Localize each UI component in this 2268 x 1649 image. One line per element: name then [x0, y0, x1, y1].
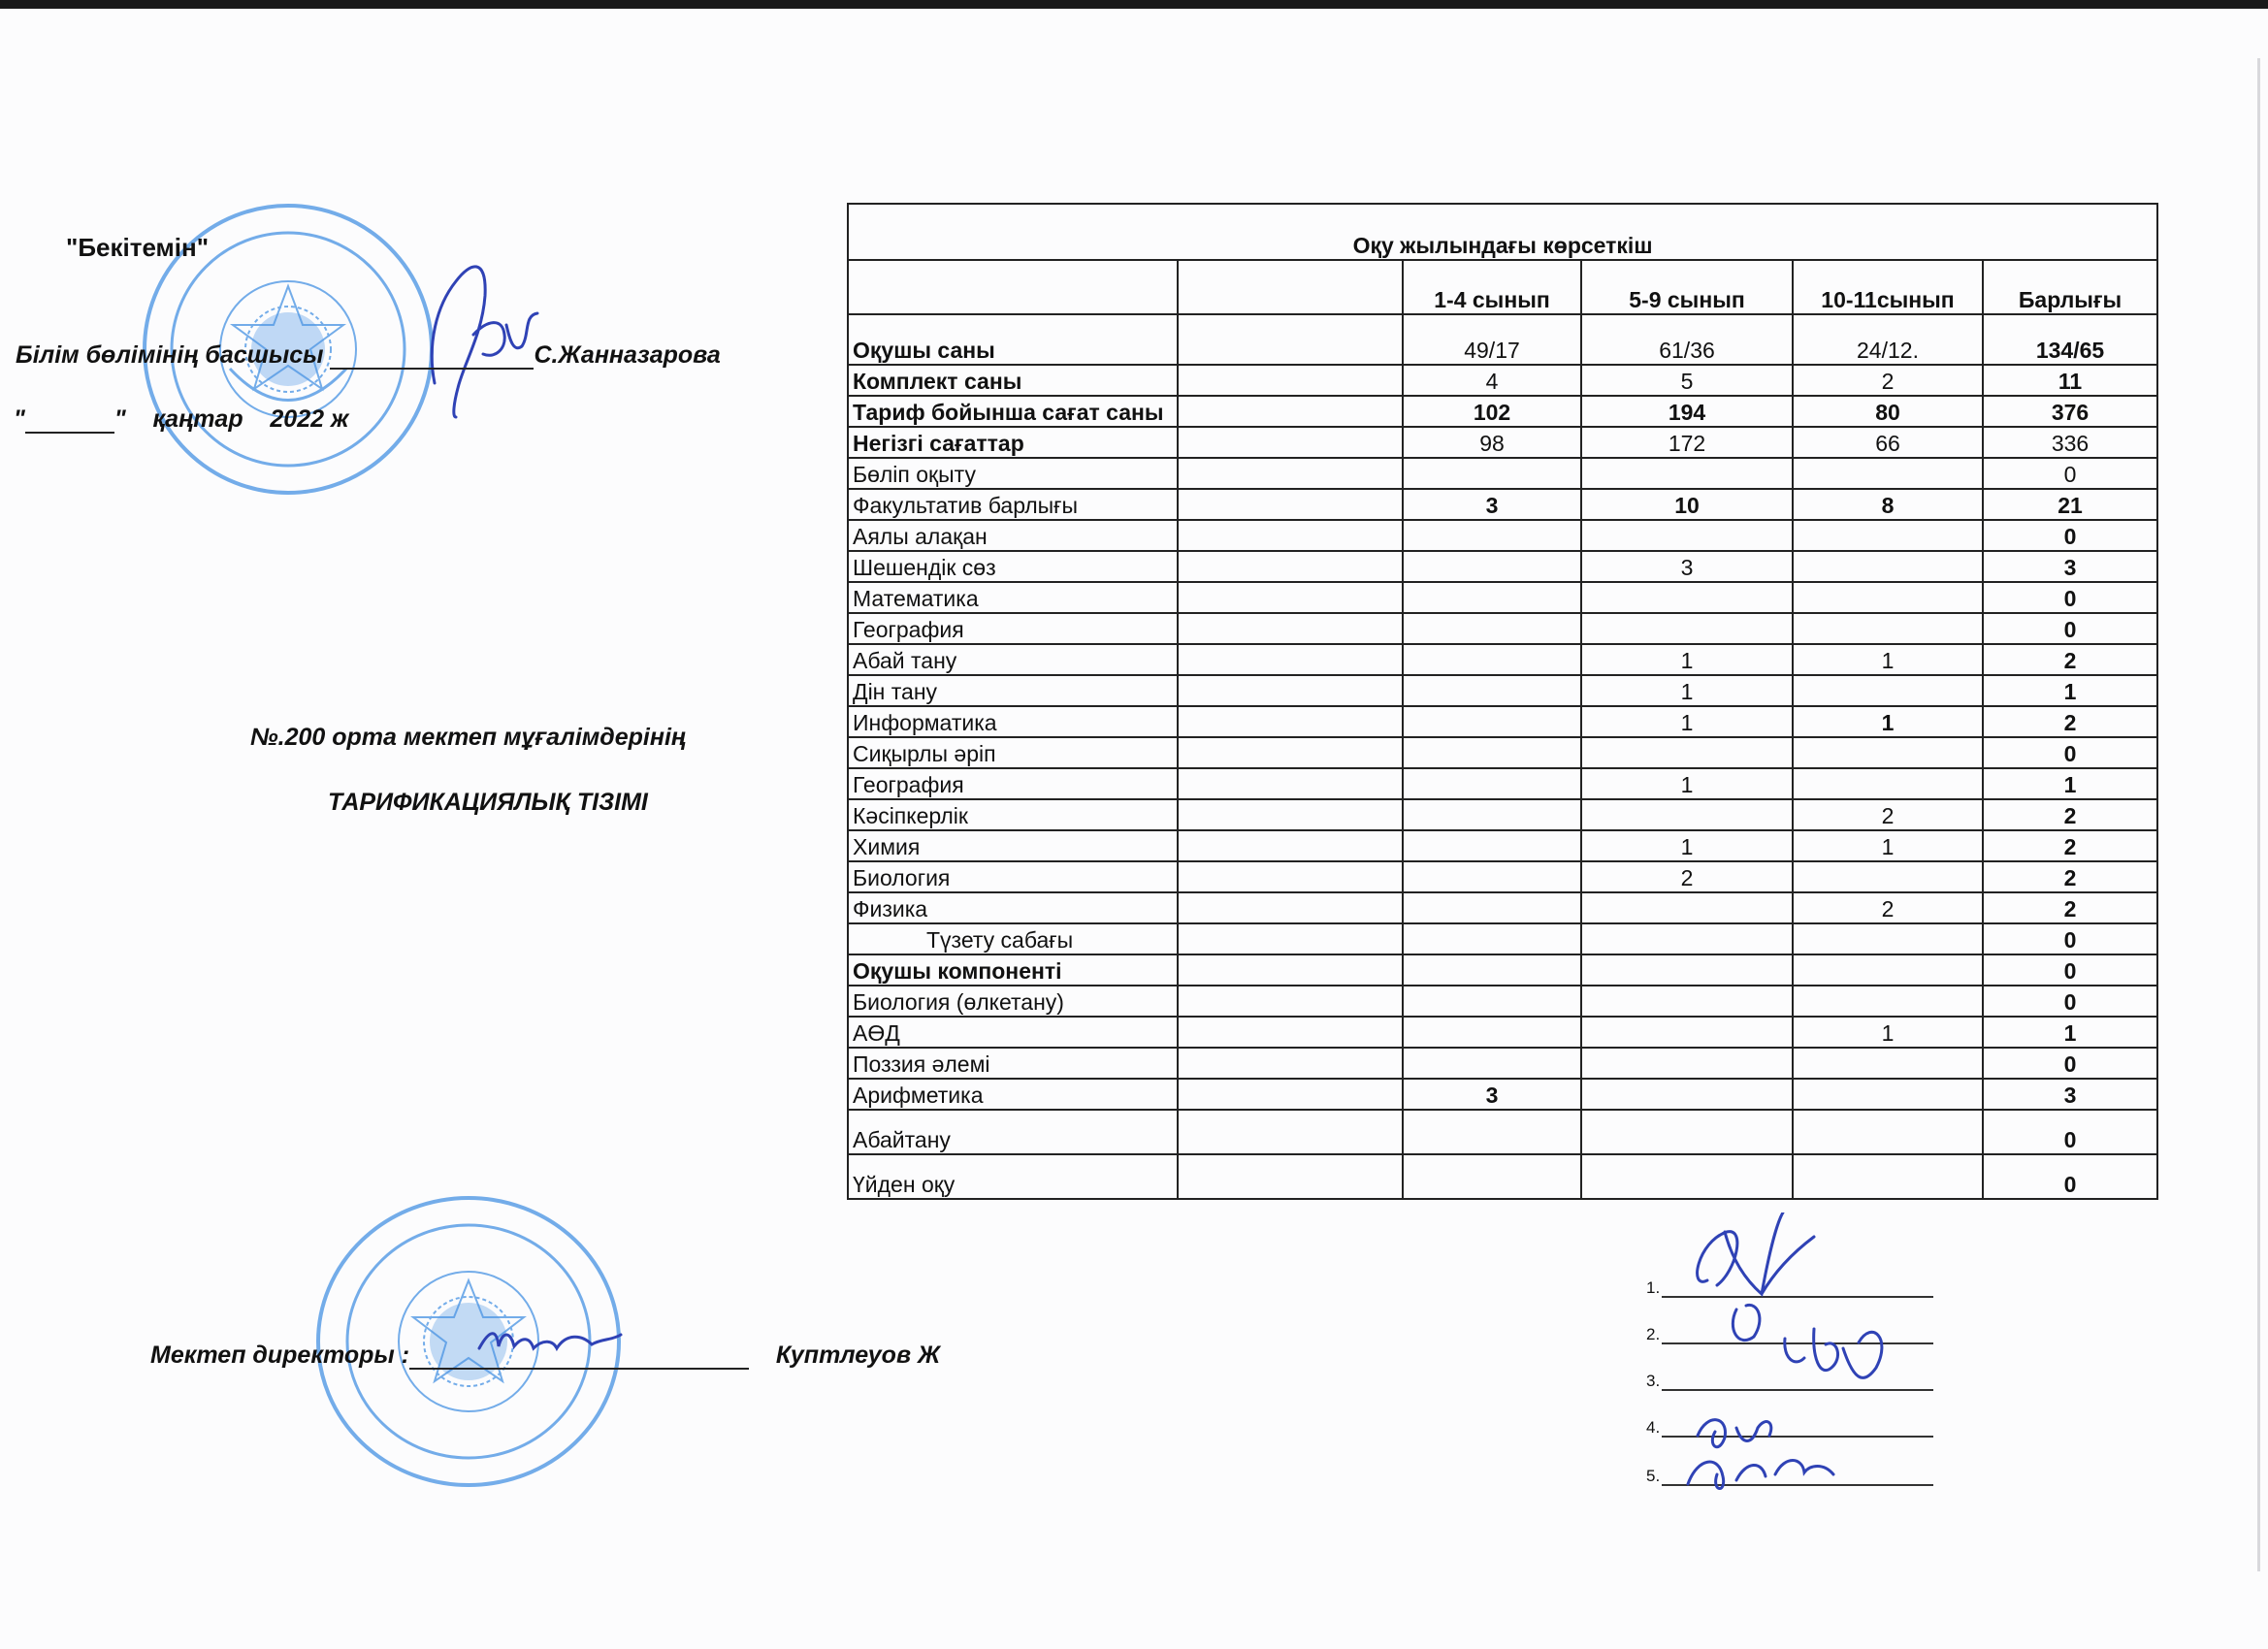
row-label-cell: Математика — [848, 582, 1178, 613]
head-name: С.Жанназарова — [534, 341, 721, 369]
cell-grades-10-11 — [1793, 1154, 1983, 1199]
table-row — [848, 799, 2157, 830]
cell-total: 0 — [1983, 520, 2157, 551]
cell-total: 376 — [1983, 396, 2157, 427]
cell-grades-5-9 — [1581, 1154, 1793, 1199]
row-label-cell: География — [848, 613, 1178, 644]
document-title-line2: ТАРИФИКАЦИЯЛЫҚ ТІЗІМІ — [328, 789, 648, 816]
table-row — [848, 737, 2157, 768]
cell-grades-10-11 — [1793, 954, 1983, 986]
table-row — [848, 489, 2157, 520]
cell-grades-5-9: 61/36 — [1581, 314, 1793, 365]
row-label-cell: Абай тану — [848, 644, 1178, 675]
table-row — [848, 365, 2157, 396]
row-blank-cell — [1178, 1048, 1403, 1079]
cell-grades-10-11 — [1793, 1048, 1983, 1079]
row-label-cell: Бөліп оқыту — [848, 458, 1178, 489]
cell-grades-10-11 — [1793, 986, 1983, 1017]
table-row — [848, 986, 2157, 1017]
cell-total: 2 — [1983, 892, 2157, 923]
cell-total: 134/65 — [1983, 314, 2157, 365]
table-row — [848, 892, 2157, 923]
cell-total: 2 — [1983, 830, 2157, 861]
row-blank-cell — [1178, 861, 1403, 892]
cell-grades-5-9: 1 — [1581, 644, 1793, 675]
header-cell-grades-10-11: 10-11сынып — [1793, 260, 1983, 314]
cell-grades-5-9: 194 — [1581, 396, 1793, 427]
cell-grades-5-9 — [1581, 582, 1793, 613]
table-row — [848, 830, 2157, 861]
date-quote-close: " — [113, 405, 126, 433]
cell-grades-1-4 — [1403, 675, 1581, 706]
approval-date-line — [14, 405, 348, 434]
cell-grades-1-4 — [1403, 923, 1581, 954]
cell-grades-1-4 — [1403, 706, 1581, 737]
cell-total: 0 — [1983, 1154, 2157, 1199]
row-label-cell: Биология (өлкетану) — [848, 986, 1178, 1017]
cell-grades-5-9: 1 — [1581, 768, 1793, 799]
cell-grades-5-9 — [1581, 799, 1793, 830]
row-blank-cell — [1178, 706, 1403, 737]
cell-grades-1-4: 4 — [1403, 365, 1581, 396]
row-blank-cell — [1178, 675, 1403, 706]
row-label-cell: Информатика — [848, 706, 1178, 737]
row-blank-cell — [1178, 768, 1403, 799]
cell-grades-10-11 — [1793, 768, 1983, 799]
cell-grades-1-4: 98 — [1403, 427, 1581, 458]
cell-grades-1-4: 102 — [1403, 396, 1581, 427]
cell-grades-5-9 — [1581, 737, 1793, 768]
date-quote-open: " — [14, 405, 25, 433]
row-blank-cell — [1178, 799, 1403, 830]
cell-grades-5-9 — [1581, 1079, 1793, 1110]
table-row — [848, 458, 2157, 489]
row-label-cell: Арифметика — [848, 1079, 1178, 1110]
table-row — [848, 314, 2157, 365]
cell-grades-5-9: 1 — [1581, 830, 1793, 861]
row-label-cell: Аялы алақан — [848, 520, 1178, 551]
cell-total: 2 — [1983, 644, 2157, 675]
row-label-cell: Химия — [848, 830, 1178, 861]
row-blank-cell — [1178, 986, 1403, 1017]
row-label-cell: Шешендік сөз — [848, 551, 1178, 582]
row-blank-cell — [1178, 923, 1403, 954]
signature-underline — [330, 342, 534, 370]
row-blank-cell — [1178, 365, 1403, 396]
row-blank-cell — [1178, 1017, 1403, 1048]
signature-number: 1. — [1646, 1278, 1661, 1297]
table-header-row — [848, 260, 2157, 314]
cell-grades-10-11 — [1793, 737, 1983, 768]
cell-grades-10-11 — [1793, 613, 1983, 644]
cell-total: 2 — [1983, 799, 2157, 830]
cell-grades-5-9: 1 — [1581, 706, 1793, 737]
table-row — [848, 1110, 2157, 1154]
cell-total: 3 — [1983, 551, 2157, 582]
table-row — [848, 1048, 2157, 1079]
cell-grades-10-11 — [1793, 458, 1983, 489]
cell-grades-1-4 — [1403, 644, 1581, 675]
row-blank-cell — [1178, 892, 1403, 923]
cell-grades-5-9 — [1581, 520, 1793, 551]
director-line — [150, 1342, 940, 1370]
header-cell-grades-5-9: 5-9 сынып — [1581, 260, 1793, 314]
cell-grades-1-4 — [1403, 458, 1581, 489]
cell-total: 1 — [1983, 1017, 2157, 1048]
cell-grades-10-11: 2 — [1793, 365, 1983, 396]
cell-grades-1-4 — [1403, 861, 1581, 892]
row-label-cell: Оқушы компоненті — [848, 954, 1178, 986]
cell-grades-1-4: 3 — [1403, 489, 1581, 520]
row-label-cell: Дін тану — [848, 675, 1178, 706]
cell-grades-5-9: 172 — [1581, 427, 1793, 458]
row-label-cell: Негізгі сағаттар — [848, 427, 1178, 458]
row-blank-cell — [1178, 489, 1403, 520]
row-blank-cell — [1178, 458, 1403, 489]
cell-total: 0 — [1983, 737, 2157, 768]
date-day-blank — [25, 408, 114, 434]
row-blank-cell — [1178, 613, 1403, 644]
table-row — [848, 396, 2157, 427]
row-label-cell: Физика — [848, 892, 1178, 923]
cell-grades-1-4 — [1403, 582, 1581, 613]
row-blank-cell — [1178, 427, 1403, 458]
cell-grades-1-4 — [1403, 1048, 1581, 1079]
row-blank-cell — [1178, 737, 1403, 768]
signature-number: 4. — [1646, 1418, 1661, 1437]
head-signature — [417, 228, 563, 432]
table-caption: Оқу жылындағы көрсеткіш — [848, 204, 2157, 260]
cell-grades-1-4 — [1403, 613, 1581, 644]
table-row — [848, 675, 2157, 706]
cell-total: 0 — [1983, 923, 2157, 954]
row-blank-cell — [1178, 954, 1403, 986]
cell-grades-1-4 — [1403, 520, 1581, 551]
table-row — [848, 1017, 2157, 1048]
row-label-cell: Сиқырлы әріп — [848, 737, 1178, 768]
signature-number: 5. — [1646, 1467, 1661, 1485]
row-blank-cell — [1178, 830, 1403, 861]
table-row — [848, 1154, 2157, 1199]
row-blank-cell — [1178, 644, 1403, 675]
cell-grades-10-11: 8 — [1793, 489, 1983, 520]
table-row — [848, 768, 2157, 799]
cell-grades-10-11: 1 — [1793, 644, 1983, 675]
cell-total: 3 — [1983, 1079, 2157, 1110]
cell-grades-5-9: 2 — [1581, 861, 1793, 892]
cell-grades-5-9 — [1581, 954, 1793, 986]
cell-grades-1-4 — [1403, 1110, 1581, 1154]
director-signature-underline — [409, 1342, 749, 1370]
director-name: Куптлеуов Ж — [775, 1342, 941, 1369]
cell-grades-1-4: 49/17 — [1403, 314, 1581, 365]
cell-grades-1-4 — [1403, 986, 1581, 1017]
cell-grades-1-4 — [1403, 1154, 1581, 1199]
cell-grades-10-11: 24/12. — [1793, 314, 1983, 365]
cell-grades-1-4 — [1403, 892, 1581, 923]
cell-grades-1-4 — [1403, 1017, 1581, 1048]
cell-grades-1-4 — [1403, 830, 1581, 861]
table-caption-row — [848, 204, 2157, 260]
approved-label: "Бекітемін" — [66, 233, 210, 262]
table-row — [848, 520, 2157, 551]
cell-grades-10-11: 66 — [1793, 427, 1983, 458]
row-blank-cell — [1178, 520, 1403, 551]
director-label: Мектеп директоры : — [150, 1342, 410, 1369]
row-blank-cell — [1178, 314, 1403, 365]
row-blank-cell — [1178, 1079, 1403, 1110]
cell-grades-10-11: 80 — [1793, 396, 1983, 427]
cell-total: 11 — [1983, 365, 2157, 396]
head-of-department-line — [16, 341, 721, 370]
table-row — [848, 706, 2157, 737]
cell-grades-10-11 — [1793, 861, 1983, 892]
cell-grades-10-11: 2 — [1793, 799, 1983, 830]
row-label-cell: Абайтану — [848, 1110, 1178, 1154]
row-label-cell: Тариф бойынша сағат саны — [848, 396, 1178, 427]
signature-number: 2. — [1646, 1325, 1661, 1343]
row-blank-cell — [1178, 551, 1403, 582]
row-blank-cell — [1178, 396, 1403, 427]
table-row — [848, 644, 2157, 675]
cell-grades-10-11: 1 — [1793, 830, 1983, 861]
cell-grades-1-4 — [1403, 954, 1581, 986]
cell-grades-10-11 — [1793, 675, 1983, 706]
cell-grades-5-9 — [1581, 923, 1793, 954]
row-label-cell: Поззия әлемі — [848, 1048, 1178, 1079]
cell-grades-5-9 — [1581, 892, 1793, 923]
teaching-load-table — [847, 203, 2158, 1200]
cell-grades-10-11: 1 — [1793, 706, 1983, 737]
cell-grades-1-4 — [1403, 737, 1581, 768]
cell-grades-1-4 — [1403, 799, 1581, 830]
date-year: 2022 ж — [270, 405, 349, 433]
table-row — [848, 613, 2157, 644]
cell-grades-10-11: 2 — [1793, 892, 1983, 923]
table-row — [848, 1079, 2157, 1110]
table-row — [848, 954, 2157, 986]
cell-grades-1-4 — [1403, 551, 1581, 582]
table-row — [848, 923, 2157, 954]
row-label-cell: АӨД — [848, 1017, 1178, 1048]
cell-total: 0 — [1983, 1048, 2157, 1079]
cell-grades-5-9: 3 — [1581, 551, 1793, 582]
row-blank-cell — [1178, 582, 1403, 613]
cell-total: 0 — [1983, 458, 2157, 489]
cell-grades-10-11 — [1793, 1079, 1983, 1110]
cell-grades-10-11 — [1793, 582, 1983, 613]
date-month: қаңтар — [152, 405, 243, 433]
cell-grades-5-9 — [1581, 986, 1793, 1017]
row-label-cell: Комплект саны — [848, 365, 1178, 396]
commission-signatures — [1669, 1212, 1921, 1504]
cell-total: 0 — [1983, 582, 2157, 613]
cell-total: 1 — [1983, 768, 2157, 799]
cell-total: 0 — [1983, 954, 2157, 986]
cell-grades-5-9: 1 — [1581, 675, 1793, 706]
row-label-cell: Биология — [848, 861, 1178, 892]
cell-grades-10-11: 1 — [1793, 1017, 1983, 1048]
cell-grades-10-11 — [1793, 923, 1983, 954]
cell-grades-10-11 — [1793, 520, 1983, 551]
row-label-cell: География — [848, 768, 1178, 799]
scan-top-edge — [0, 0, 2268, 9]
cell-grades-1-4 — [1403, 768, 1581, 799]
cell-grades-10-11 — [1793, 551, 1983, 582]
cell-total: 0 — [1983, 613, 2157, 644]
header-cell-label — [848, 260, 1178, 314]
row-label-cell: Түзету сабағы — [848, 923, 1178, 954]
cell-grades-5-9: 10 — [1581, 489, 1793, 520]
table-row — [848, 551, 2157, 582]
scan-right-edge — [2257, 58, 2260, 1571]
row-label-cell: Кәсіпкерлік — [848, 799, 1178, 830]
cell-grades-1-4: 3 — [1403, 1079, 1581, 1110]
head-title: Білім бөлімінің басшысы — [16, 341, 324, 369]
cell-grades-5-9 — [1581, 1048, 1793, 1079]
header-cell-grades-1-4: 1-4 сынып — [1403, 260, 1581, 314]
header-cell-blank — [1178, 260, 1403, 314]
cell-total: 2 — [1983, 861, 2157, 892]
row-blank-cell — [1178, 1154, 1403, 1199]
cell-grades-5-9 — [1581, 1110, 1793, 1154]
cell-grades-10-11 — [1793, 1110, 1983, 1154]
cell-grades-5-9: 5 — [1581, 365, 1793, 396]
table-row — [848, 427, 2157, 458]
cell-total: 0 — [1983, 1110, 2157, 1154]
row-label-cell: Үйден оқу — [848, 1154, 1178, 1199]
header-cell-total: Барлығы — [1983, 260, 2157, 314]
cell-total: 1 — [1983, 675, 2157, 706]
row-label-cell: Факультатив барлығы — [848, 489, 1178, 520]
row-label-cell: Оқушы саны — [848, 314, 1178, 365]
cell-total: 336 — [1983, 427, 2157, 458]
document-title-line1: №.200 орта мектеп мұғалімдерінің — [250, 724, 687, 751]
cell-total: 2 — [1983, 706, 2157, 737]
row-blank-cell — [1178, 1110, 1403, 1154]
cell-grades-5-9 — [1581, 458, 1793, 489]
cell-total: 21 — [1983, 489, 2157, 520]
cell-grades-5-9 — [1581, 1017, 1793, 1048]
cell-grades-5-9 — [1581, 613, 1793, 644]
signature-number: 3. — [1646, 1372, 1661, 1390]
cell-total: 0 — [1983, 986, 2157, 1017]
table-row — [848, 582, 2157, 613]
table-row — [848, 861, 2157, 892]
